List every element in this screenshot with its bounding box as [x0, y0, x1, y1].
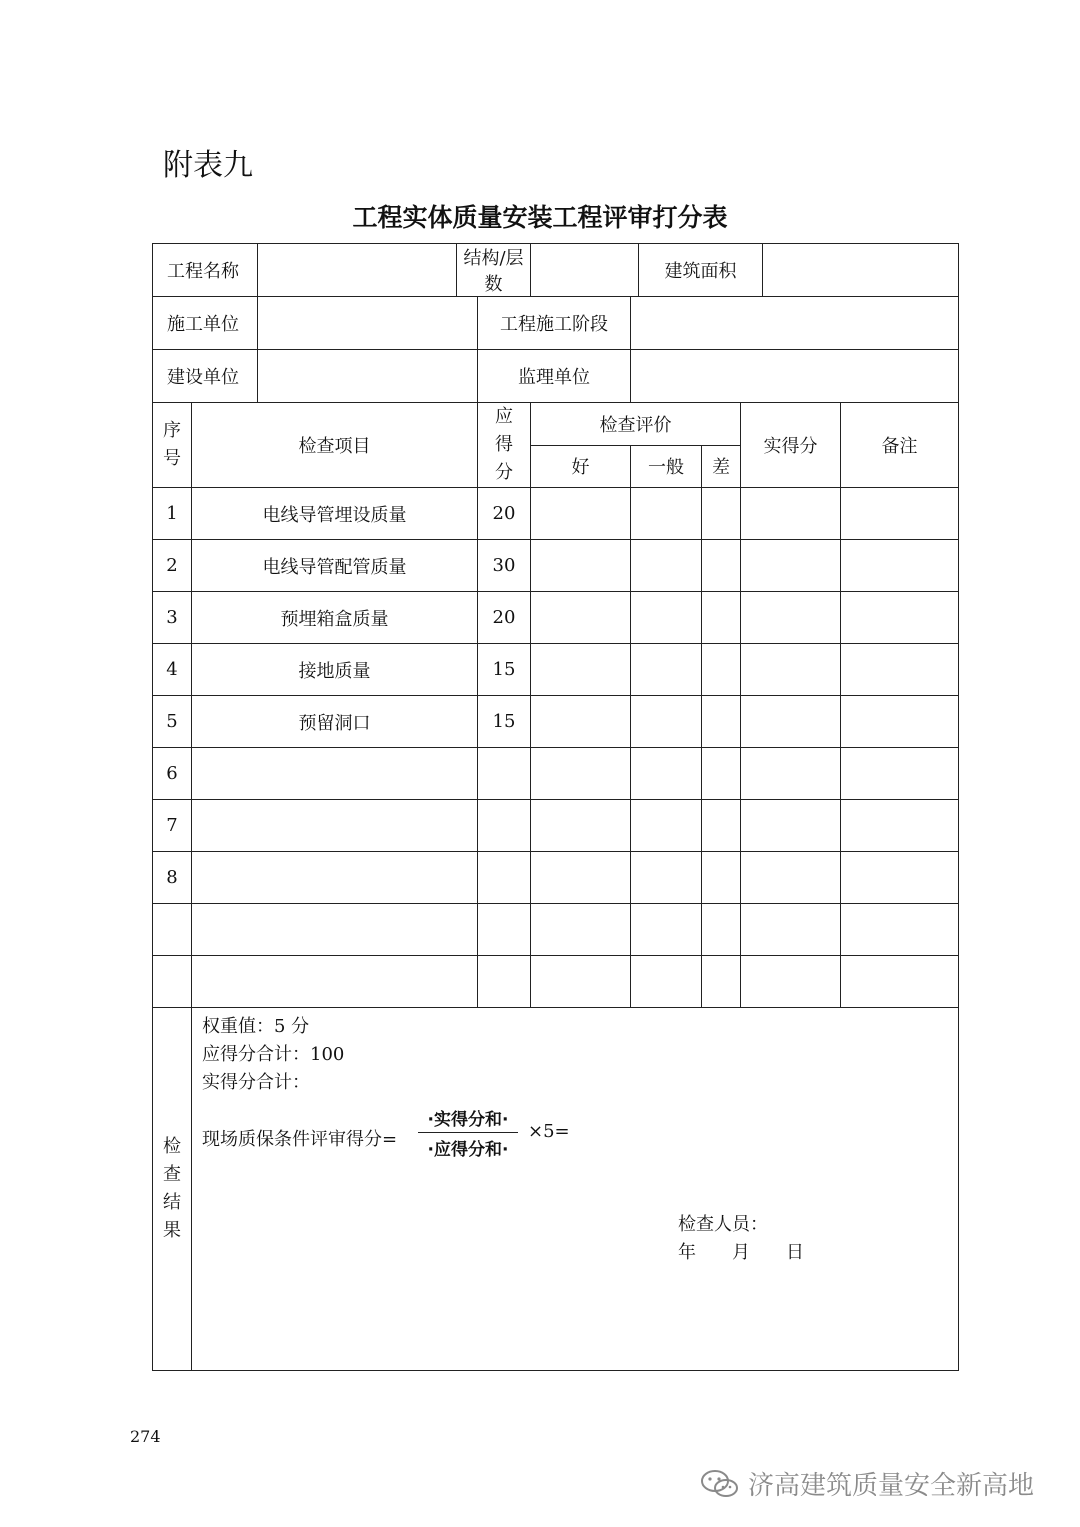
page-title: 工程实体质量安装工程评审打分表 [352, 203, 728, 232]
construction-stage-value[interactable] [631, 297, 959, 350]
row-remarks[interactable] [841, 592, 959, 644]
formula-label: 现场质保条件评审得分= [202, 1129, 398, 1150]
row-poor[interactable] [702, 696, 741, 748]
row-remarks[interactable] [841, 696, 959, 748]
poor-header: 差 [702, 445, 741, 488]
row-poor[interactable] [702, 748, 741, 800]
row-due-score[interactable] [478, 748, 531, 800]
row-due-score: 20 [478, 488, 531, 540]
row-actual-score[interactable] [741, 488, 841, 540]
construction-stage-label: 工程施工阶段 [478, 297, 631, 350]
row-no: 7 [153, 800, 192, 852]
construction-unit-value[interactable] [258, 297, 478, 350]
row-no: 4 [153, 644, 192, 696]
row-remarks[interactable] [841, 540, 959, 592]
owner-unit-value[interactable] [258, 350, 478, 403]
scoring-table [152, 243, 959, 1371]
date-label: 年 月 日 [678, 1242, 804, 1263]
row-poor[interactable] [702, 852, 741, 904]
table-row [153, 956, 959, 1008]
row-due-score: 30 [478, 540, 531, 592]
row-remarks[interactable] [841, 956, 959, 1008]
row-average[interactable] [631, 696, 702, 748]
score-fraction [418, 1105, 518, 1160]
row-no [153, 904, 192, 956]
row-good[interactable] [531, 540, 631, 592]
row-due-score: 20 [478, 592, 531, 644]
seq-header: 序号 [153, 403, 192, 488]
result-label [153, 1008, 192, 1371]
structure-floors-value[interactable] [531, 244, 639, 297]
row-good[interactable] [531, 800, 631, 852]
row-no: 2 [153, 540, 192, 592]
row-poor[interactable] [702, 488, 741, 540]
average-header: 一般 [631, 445, 702, 488]
row-no: 1 [153, 488, 192, 540]
row-actual-score[interactable] [741, 696, 841, 748]
row-poor[interactable] [702, 956, 741, 1008]
appendix-label: 附表九 [163, 148, 253, 183]
row-good[interactable] [531, 748, 631, 800]
watermark [700, 1465, 1034, 1502]
row-average[interactable] [631, 592, 702, 644]
row-good[interactable] [531, 696, 631, 748]
page-number: 274 [130, 1427, 161, 1446]
fraction-numerator: ·实得分和· [418, 1105, 518, 1133]
row-no: 3 [153, 592, 192, 644]
row-remarks[interactable] [841, 904, 959, 956]
row-remarks[interactable] [841, 748, 959, 800]
row-item[interactable] [192, 852, 478, 904]
row-item: 电线导管埋设质量 [192, 488, 478, 540]
row-average[interactable] [631, 644, 702, 696]
due-score-header: 应得分 [478, 403, 531, 488]
supervision-unit-label: 监理单位 [478, 350, 631, 403]
row-no: 8 [153, 852, 192, 904]
multiplier-text: ×5= [528, 1121, 570, 1142]
row-no [153, 956, 192, 1008]
building-area-label: 建筑面积 [639, 244, 763, 297]
row-due-score[interactable] [478, 956, 531, 1008]
table-row [153, 852, 959, 904]
table-row [153, 540, 959, 592]
row-good[interactable] [531, 904, 631, 956]
row-actual-score[interactable] [741, 592, 841, 644]
table-row [153, 592, 959, 644]
row-average[interactable] [631, 852, 702, 904]
good-header: 好 [531, 445, 631, 488]
row-due-score[interactable] [478, 904, 531, 956]
row-item[interactable] [192, 956, 478, 1008]
table-row [153, 748, 959, 800]
weight-text: 权重值：5 分 [202, 1016, 310, 1037]
inspector-label: 检查人员： [678, 1214, 768, 1235]
owner-unit-label: 建设单位 [153, 350, 258, 403]
row-actual-score[interactable] [741, 852, 841, 904]
row-good[interactable] [531, 592, 631, 644]
row-due-score: 15 [478, 644, 531, 696]
row-no: 5 [153, 696, 192, 748]
structure-floors-label: 结构/层数 [457, 244, 531, 297]
row-poor[interactable] [702, 592, 741, 644]
table-row [153, 696, 959, 748]
watermark-text: 济高建筑质量安全新高地 [748, 1471, 1035, 1501]
row-remarks[interactable] [841, 644, 959, 696]
row-average[interactable] [631, 488, 702, 540]
actual-score-header: 实得分 [741, 403, 841, 488]
remarks-header: 备注 [841, 403, 959, 488]
row-poor[interactable] [702, 540, 741, 592]
row-average[interactable] [631, 956, 702, 1008]
construction-unit-label: 施工单位 [153, 297, 258, 350]
row-actual-score[interactable] [741, 956, 841, 1008]
row-poor[interactable] [702, 904, 741, 956]
row-item: 接地质量 [192, 644, 478, 696]
row-item: 预埋箱盒质量 [192, 592, 478, 644]
row-poor[interactable] [702, 800, 741, 852]
result-label-text: 检查结果 [163, 1136, 181, 1241]
row-item: 电线导管配管质量 [192, 540, 478, 592]
row-average[interactable] [631, 800, 702, 852]
fraction-denominator: ·应得分和· [427, 1140, 509, 1160]
row-remarks[interactable] [841, 800, 959, 852]
row-due-score: 15 [478, 696, 531, 748]
table-row [153, 644, 959, 696]
result-area[interactable] [192, 1008, 959, 1371]
row-item[interactable] [192, 800, 478, 852]
row-actual-score[interactable] [741, 800, 841, 852]
row-good[interactable] [531, 488, 631, 540]
row-good[interactable] [531, 644, 631, 696]
due-total-text: 应得分合计：100 [202, 1044, 345, 1065]
row-no: 6 [153, 748, 192, 800]
row-due-score[interactable] [478, 852, 531, 904]
row-actual-score[interactable] [741, 644, 841, 696]
table-row [153, 904, 959, 956]
wechat-icon [700, 1469, 740, 1499]
row-remarks[interactable] [841, 852, 959, 904]
row-average[interactable] [631, 540, 702, 592]
item-header: 检查项目 [192, 403, 478, 488]
row-average[interactable] [631, 748, 702, 800]
row-poor[interactable] [702, 644, 741, 696]
supervision-unit-value[interactable] [631, 350, 959, 403]
project-name-value[interactable] [258, 244, 457, 297]
row-remarks[interactable] [841, 488, 959, 540]
row-good[interactable] [531, 956, 631, 1008]
row-actual-score[interactable] [741, 904, 841, 956]
row-actual-score[interactable] [741, 540, 841, 592]
table-row [153, 488, 959, 540]
row-average[interactable] [631, 904, 702, 956]
row-item[interactable] [192, 904, 478, 956]
row-item: 预留洞口 [192, 696, 478, 748]
table-row [153, 800, 959, 852]
row-due-score[interactable] [478, 800, 531, 852]
evaluation-header: 检查评价 [531, 403, 741, 446]
actual-total-text: 实得分合计： [202, 1072, 310, 1093]
project-name-label: 工程名称 [153, 244, 258, 297]
row-good[interactable] [531, 852, 631, 904]
building-area-value[interactable] [763, 244, 959, 297]
row-actual-score[interactable] [741, 748, 841, 800]
row-item[interactable] [192, 748, 478, 800]
